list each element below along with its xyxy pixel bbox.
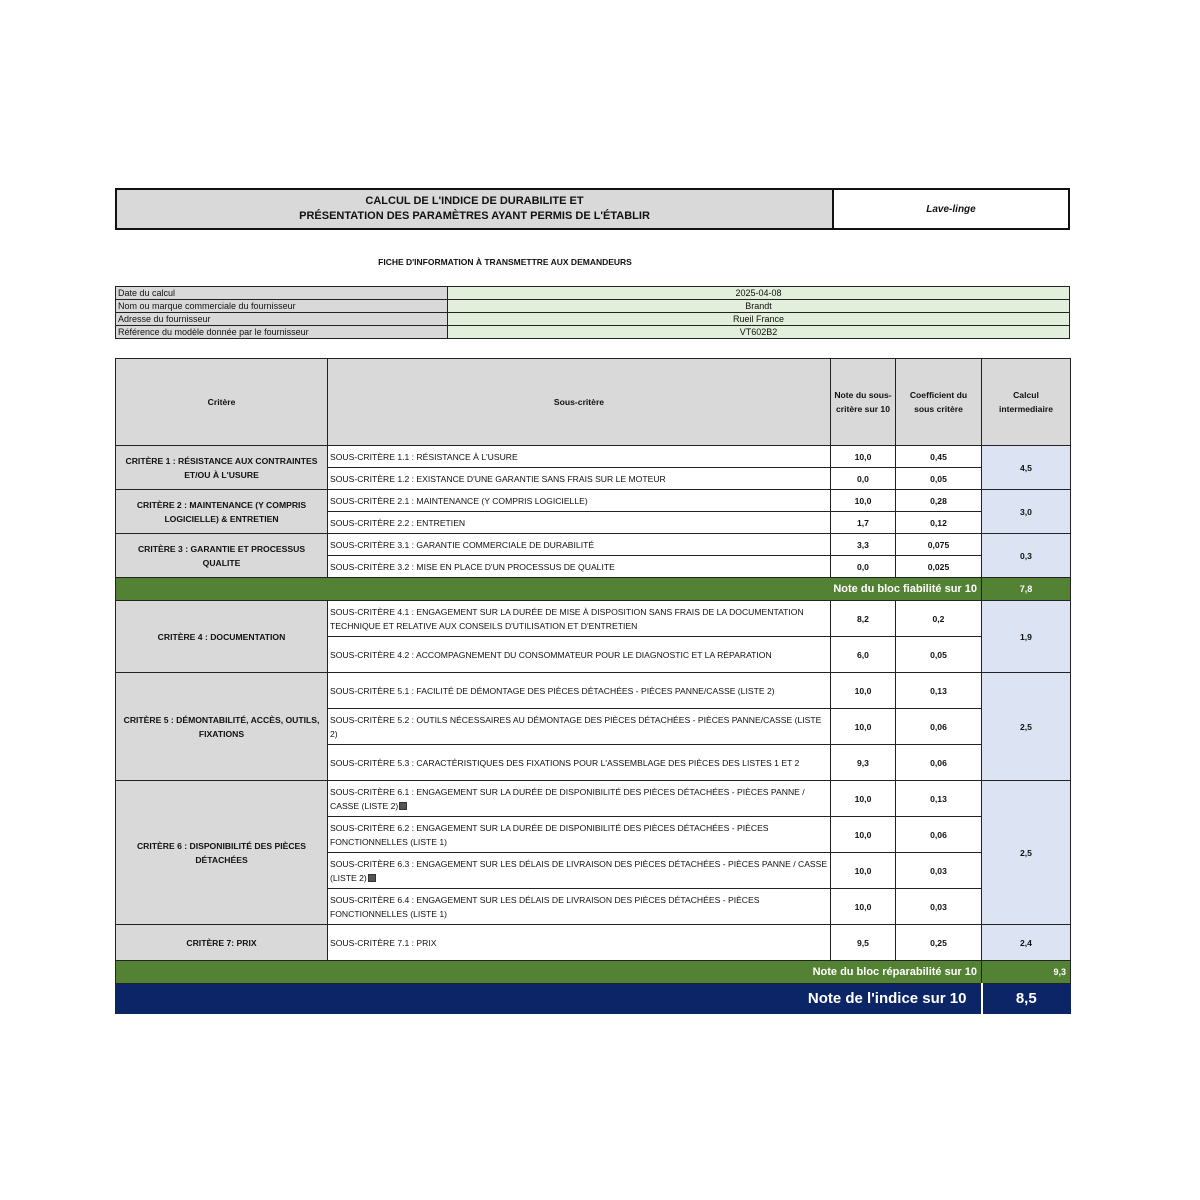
- sub-criterion-cell: [328, 490, 831, 512]
- table-row: [116, 601, 1071, 637]
- column-header-note-line1: Note du sous-: [834, 390, 892, 400]
- sub-criterion-coefficient: 0,13: [896, 673, 982, 709]
- sub-criterion-coefficient: 0,12: [896, 512, 982, 534]
- sub-criterion-coefficient: 0,45: [896, 446, 982, 468]
- header-title-line2: PRÉSENTATION DES PARAMÈTRES AYANT PERMIS DE L'ÉTABLIR: [299, 210, 650, 222]
- sub-criterion-note: 9,3: [831, 745, 896, 781]
- sub-criterion-label: SOUS-CRITÈRE 4.2 : ACCOMPAGNEMENT DU CONSOMMATEUR POUR LE DIAGNOSTIC ET LA RÉPARATION: [330, 649, 772, 660]
- sub-criterion-coefficient: 0,13: [896, 781, 982, 817]
- sub-criterion-coefficient: 0,06: [896, 709, 982, 745]
- sub-criterion-coefficient: 0,03: [896, 853, 982, 889]
- sub-criterion-note: 8,2: [831, 601, 896, 637]
- sub-criterion-label: SOUS-CRITÈRE 3.2 : MISE EN PLACE D'UN PROCESSUS DE QUALITE: [330, 561, 615, 572]
- document-header: [115, 188, 1070, 230]
- criterion-label: CRITÈRE 7: PRIX: [116, 925, 328, 961]
- sub-criterion-label: SOUS-CRITÈRE 6.2 : ENGAGEMENT SUR LA DURÉE DE DISPONIBILITÉ DES PIÈCES DÉTACHÉES - PIÈCES FONCTIONNELLES (LISTE 1): [330, 822, 769, 847]
- info-row: [116, 326, 1070, 339]
- intermediate-calc: 0,3: [982, 534, 1071, 578]
- sub-criterion-label: SOUS-CRITÈRE 5.2 : OUTILS NÉCESSAIRES AU DÉMONTAGE DES PIÈCES DÉTACHÉES - PIÈCES PANNE/CASSE (LISTE 2): [330, 714, 822, 739]
- bloc-score-value: 7,8: [982, 578, 1071, 601]
- sub-criterion-coefficient: 0,06: [896, 745, 982, 781]
- sub-criterion-coefficient: 0,05: [896, 468, 982, 490]
- column-header-note-line2: critère sur 10: [836, 404, 890, 414]
- sub-criterion-label: SOUS-CRITÈRE 2.1 : MAINTENANCE (Y COMPRIS LOGICIELLE): [330, 495, 588, 506]
- info-label: Nom ou marque commerciale du fournisseur: [116, 300, 448, 313]
- info-row: [116, 300, 1070, 313]
- sub-criterion-label: SOUS-CRITÈRE 1.1 : RÉSISTANCE À L'USURE: [330, 451, 518, 462]
- bloc-score-label: Note du bloc réparabilité sur 10: [116, 961, 982, 984]
- sub-criterion-cell: [328, 745, 831, 781]
- sub-criterion-label: SOUS-CRITÈRE 7.1 : PRIX: [330, 937, 437, 948]
- sub-criterion-coefficient: 0,06: [896, 817, 982, 853]
- sub-criterion-cell: [328, 556, 831, 578]
- sub-criterion-label: SOUS-CRITÈRE 6.1 : ENGAGEMENT SUR LA DURÉE DE DISPONIBILITÉ DES PIÈCES DÉTACHÉES - PIÈCES PANNE / CASSE (LISTE 2): [330, 786, 805, 811]
- table-row: [116, 925, 1071, 961]
- intermediate-calc: 2,5: [982, 781, 1071, 925]
- info-value: Rueil France: [448, 313, 1070, 326]
- supplier-info-table: [115, 286, 1070, 339]
- column-header-coefficient: [896, 359, 982, 446]
- bloc-score-label: Note du bloc fiabilité sur 10: [116, 578, 982, 601]
- criterion-label: CRITÈRE 3 : GARANTIE ET PROCESSUS QUALITE: [116, 534, 328, 578]
- sub-criterion-note: 10,0: [831, 889, 896, 925]
- header-title-line1: CALCUL DE L'INDICE DE DURABILITE ET: [365, 195, 584, 207]
- sub-criterion-coefficient: 0,05: [896, 637, 982, 673]
- checkbox-glyph-icon: [368, 874, 376, 882]
- header-title: [117, 190, 834, 228]
- sub-criterion-cell: [328, 637, 831, 673]
- info-label: Adresse du fournisseur: [116, 313, 448, 326]
- column-header-sous-critere: Sous-critère: [328, 359, 831, 446]
- sub-criterion-cell: [328, 709, 831, 745]
- durability-index-table: [115, 358, 1071, 1014]
- sub-criterion-cell: [328, 673, 831, 709]
- sub-criterion-note: 0,0: [831, 468, 896, 490]
- sub-criterion-label: SOUS-CRITÈRE 6.4 : ENGAGEMENT SUR LES DÉLAIS DE LIVRAISON DES PIÈCES DÉTACHÉES - PIÈCES FONCTIONNELLES (LISTE 1): [330, 894, 760, 919]
- sub-criterion-cell: [328, 817, 831, 853]
- sub-criterion-note: 3,3: [831, 534, 896, 556]
- final-score-label: Note de l'indice sur 10: [116, 984, 982, 1014]
- sub-criterion-cell: [328, 468, 831, 490]
- sub-criterion-note: 10,0: [831, 781, 896, 817]
- info-row: [116, 287, 1070, 300]
- sub-criterion-note: 10,0: [831, 673, 896, 709]
- sub-criterion-label: SOUS-CRITÈRE 5.3 : CARACTÉRISTIQUES DES FIXATIONS POUR L'ASSEMBLAGE DES PIÈCES DES LISTES 1 ET 2: [330, 757, 800, 768]
- sub-criterion-label: SOUS-CRITÈRE 6.3 : ENGAGEMENT SUR LES DÉLAIS DE LIVRAISON DES PIÈCES DÉTACHÉES - PIÈCES PANNE / CASSE (LISTE 2): [330, 858, 828, 883]
- table-header-row: [116, 359, 1071, 446]
- sub-criterion-label: SOUS-CRITÈRE 2.2 : ENTRETIEN: [330, 517, 466, 528]
- sub-criterion-cell: [328, 781, 831, 817]
- table-row: [116, 781, 1071, 817]
- sub-criterion-note: 10,0: [831, 817, 896, 853]
- sub-criterion-note: 0,0: [831, 556, 896, 578]
- info-value: VT602B2: [448, 326, 1070, 339]
- info-row: [116, 313, 1070, 326]
- table-row: [116, 490, 1071, 512]
- table-row: [116, 673, 1071, 709]
- intermediate-calc: 2,5: [982, 673, 1071, 781]
- sub-criterion-label: SOUS-CRITÈRE 4.1 : ENGAGEMENT SUR LA DURÉE DE MISE À DISPOSITION SANS FRAIS DE LA DOCUMENTATION TECHNIQUE ET RELATIVE AUX CONSEILS D'UTILISATION ET D'ENTRETIEN: [330, 606, 804, 631]
- sub-criterion-coefficient: 0,28: [896, 490, 982, 512]
- sub-criterion-cell: [328, 889, 831, 925]
- sub-criterion-coefficient: 0,075: [896, 534, 982, 556]
- sub-criterion-label: SOUS-CRITÈRE 5.1 : FACILITÉ DE DÉMONTAGE DES PIÈCES DÉTACHÉES - PIÈCES PANNE/CASSE (LISTE 2): [330, 685, 775, 696]
- table-row: [116, 446, 1071, 468]
- sub-criterion-note: 9,5: [831, 925, 896, 961]
- sub-criterion-note: 10,0: [831, 446, 896, 468]
- sub-criterion-note: 10,0: [831, 853, 896, 889]
- sub-criterion-cell: [328, 853, 831, 889]
- info-value: Brandt: [448, 300, 1070, 313]
- bloc-score-row: [116, 961, 1071, 984]
- column-header-calcul: [982, 359, 1071, 446]
- criterion-label: CRITÈRE 4 : DOCUMENTATION: [116, 601, 328, 673]
- sub-criterion-note: 10,0: [831, 709, 896, 745]
- column-header-calc-line2: intermediaire: [999, 404, 1053, 414]
- criterion-label: CRITÈRE 5 : DÉMONTABILITÉ, ACCÈS, OUTILS, FIXATIONS: [116, 673, 328, 781]
- sub-criterion-cell: [328, 601, 831, 637]
- intermediate-calc: 3,0: [982, 490, 1071, 534]
- checkbox-glyph-icon: [399, 802, 407, 810]
- criterion-label: CRITÈRE 6 : DISPONIBILITÉ DES PIÈCES DÉTACHÉES: [116, 781, 328, 925]
- sub-criterion-label: SOUS-CRITÈRE 1.2 : EXISTANCE D'UNE GARANTIE SANS FRAIS SUR LE MOTEUR: [330, 473, 666, 484]
- final-score-row: [116, 984, 1071, 1014]
- sub-criterion-note: 6,0: [831, 637, 896, 673]
- product-type: Lave-linge: [834, 190, 1068, 228]
- bloc-score-value: 9,3: [982, 961, 1071, 984]
- info-label: Référence du modèle donnée par le fournisseur: [116, 326, 448, 339]
- criterion-label: CRITÈRE 2 : MAINTENANCE (Y COMPRIS LOGICIELLE) & ENTRETIEN: [116, 490, 328, 534]
- info-label: Date du calcul: [116, 287, 448, 300]
- sub-criterion-coefficient: 0,03: [896, 889, 982, 925]
- final-score-value: 8,5: [982, 984, 1071, 1014]
- sub-criterion-label: SOUS-CRITÈRE 3.1 : GARANTIE COMMERCIALE DE DURABILITÉ: [330, 539, 595, 550]
- sub-criterion-note: 1,7: [831, 512, 896, 534]
- column-header-coef-line1: Coefficient du: [909, 390, 968, 400]
- subtitle: FICHE D'INFORMATION À TRANSMETTRE AUX DEMANDEURS: [378, 257, 632, 267]
- sub-criterion-cell: [328, 512, 831, 534]
- table-row: [116, 534, 1071, 556]
- sub-criterion-cell: [328, 446, 831, 468]
- criterion-label: CRITÈRE 1 : RÉSISTANCE AUX CONTRAINTES ET/OU À L'USURE: [116, 446, 328, 490]
- sub-criterion-note: 10,0: [831, 490, 896, 512]
- sub-criterion-coefficient: 0,25: [896, 925, 982, 961]
- bloc-score-row: [116, 578, 1071, 601]
- column-header-calc-line1: Calcul: [1013, 390, 1039, 400]
- column-header-note: [831, 359, 896, 446]
- intermediate-calc: 4,5: [982, 446, 1071, 490]
- info-value: 2025-04-08: [448, 287, 1070, 300]
- intermediate-calc: 1,9: [982, 601, 1071, 673]
- column-header-coef-line2: sous critère: [914, 404, 963, 414]
- sub-criterion-coefficient: 0,2: [896, 601, 982, 637]
- sub-criterion-cell: [328, 534, 831, 556]
- intermediate-calc: 2,4: [982, 925, 1071, 961]
- sub-criterion-cell: [328, 925, 831, 961]
- sub-criterion-coefficient: 0,025: [896, 556, 982, 578]
- column-header-critere: Critère: [116, 359, 328, 446]
